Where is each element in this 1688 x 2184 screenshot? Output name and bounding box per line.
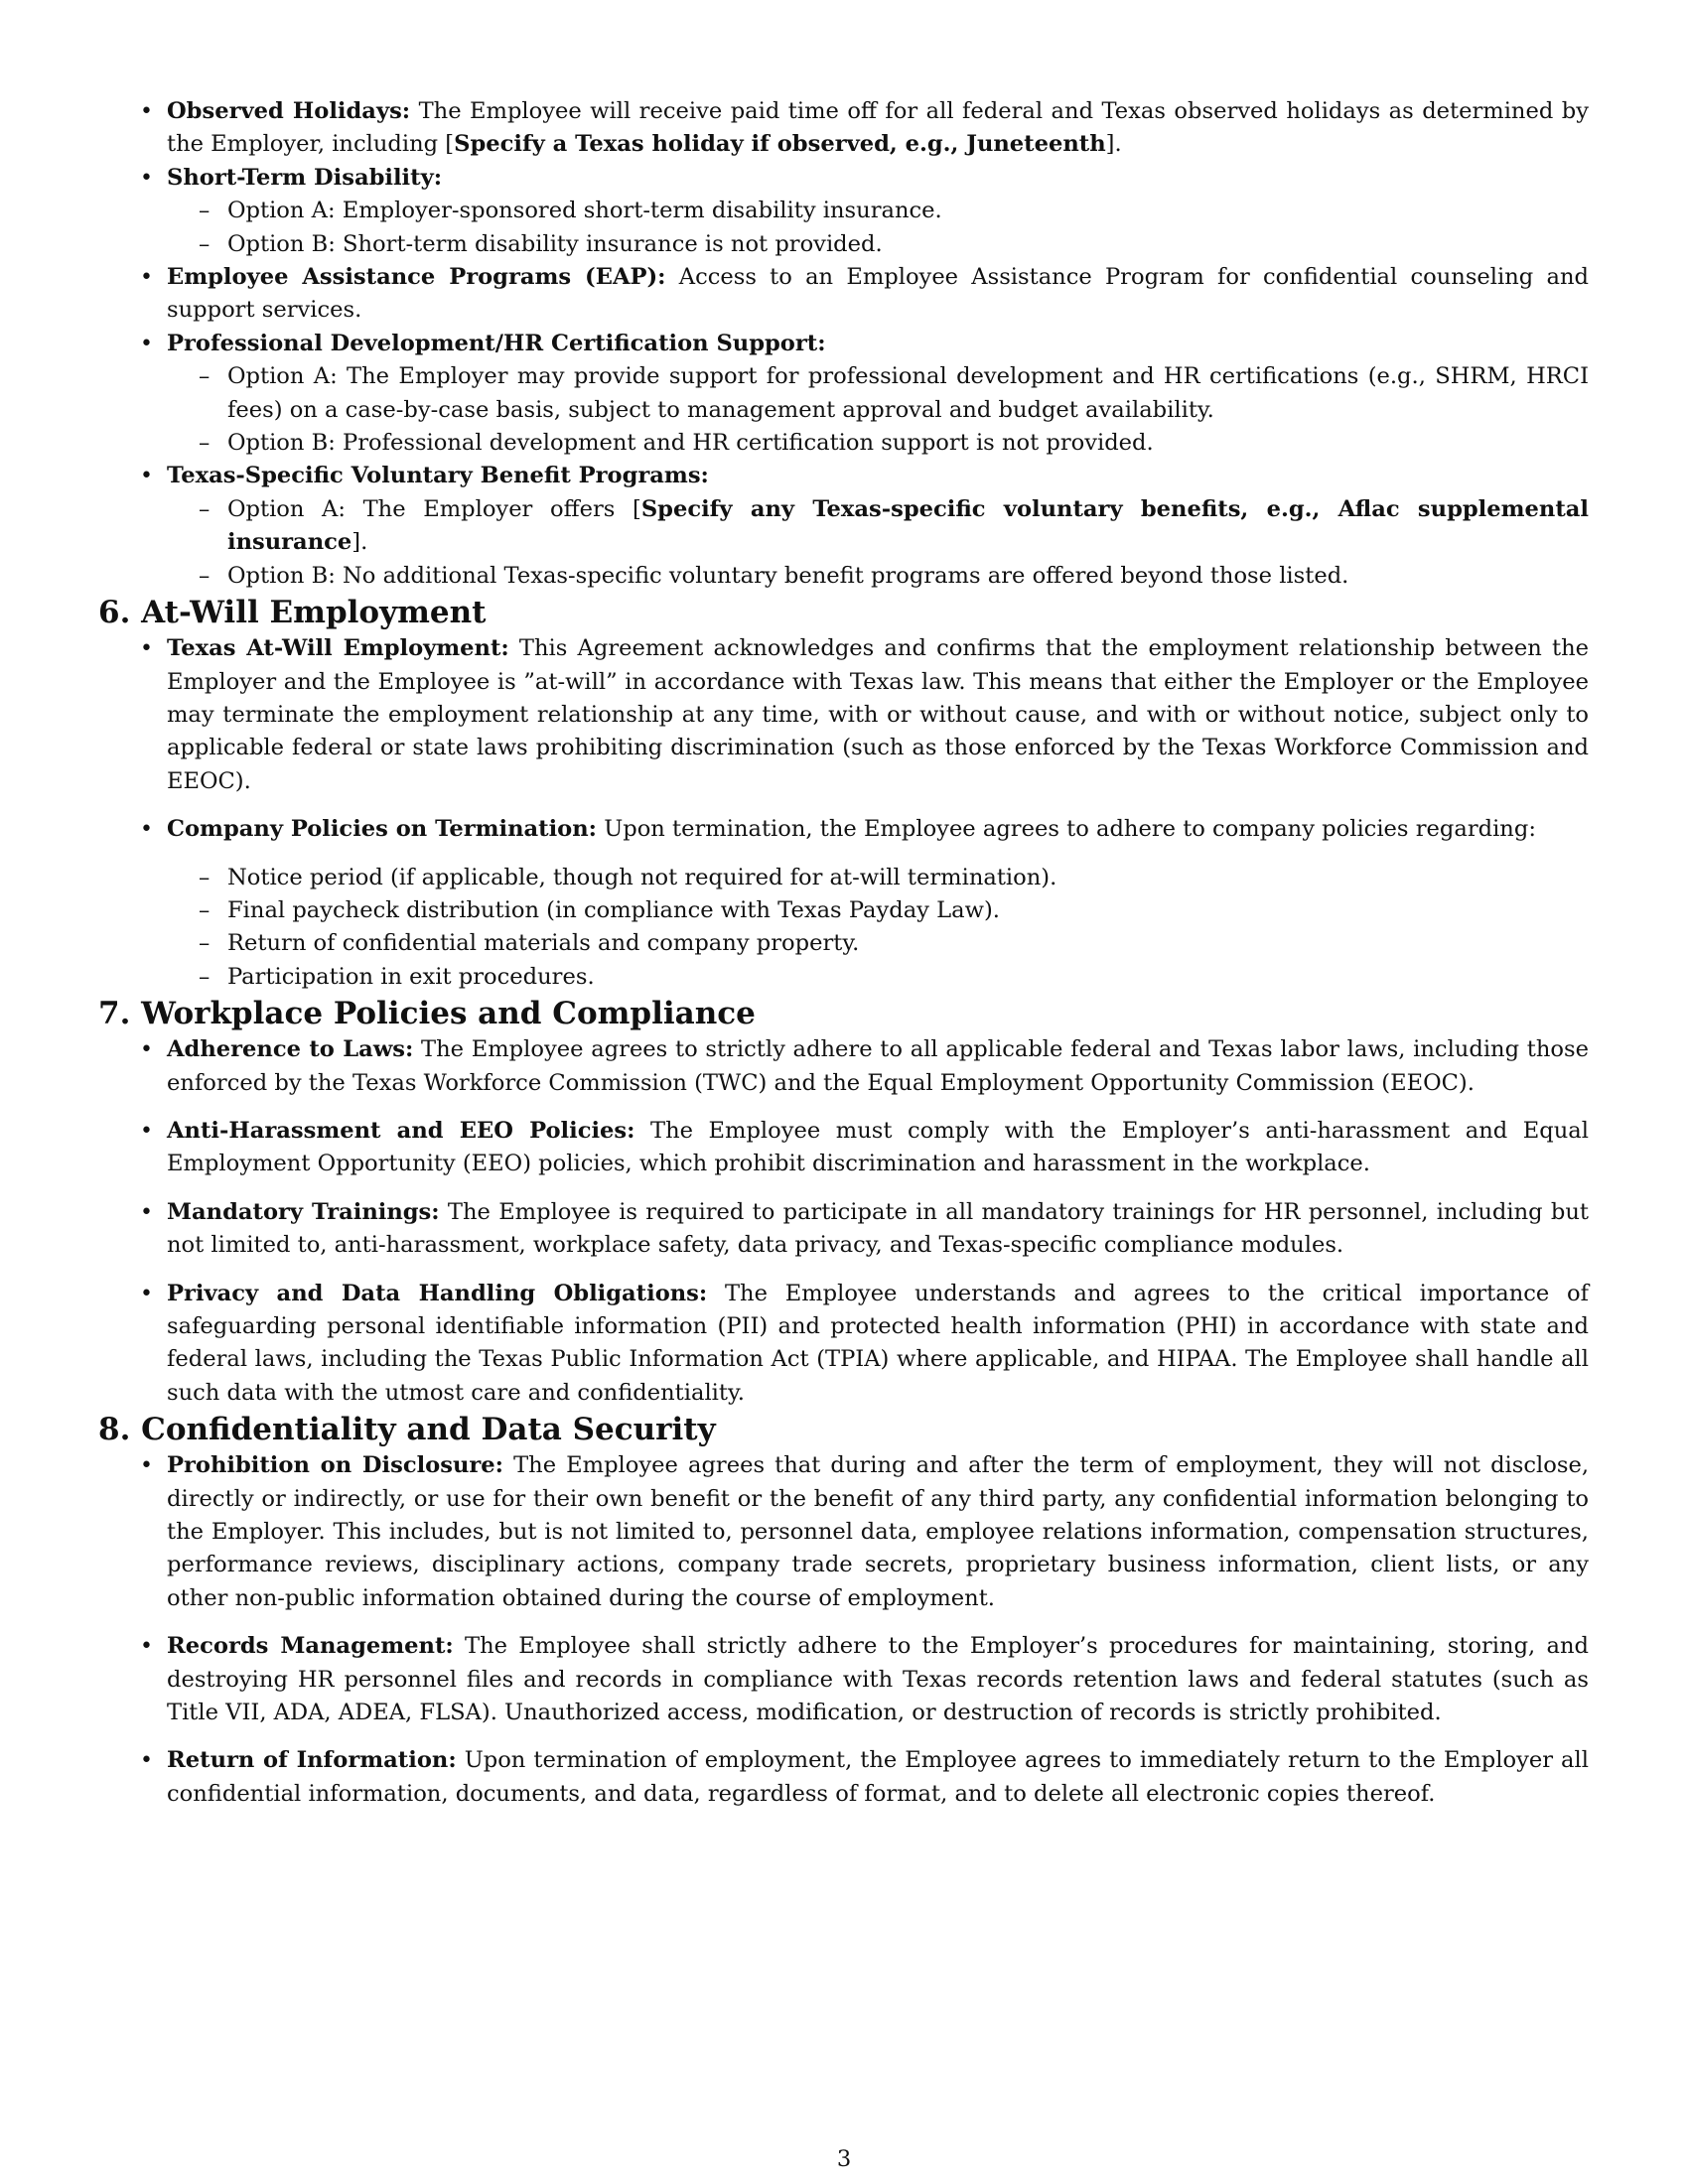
item-label: Mandatory Trainings: xyxy=(167,1198,440,1225)
option-item: – Option A: Employer-sponsored short-term disability insurance. xyxy=(227,195,1589,227)
option-item xyxy=(227,493,1589,560)
item-label: Anti-Harassment and EEO Policies: xyxy=(167,1117,635,1144)
item-text: The Employee must comply with the Employer’s anti-harassment and Equal Employment Opportunity (EEO) policies, which prohibit discrimination and harassment in the workplace. xyxy=(167,1117,1589,1177)
section-heading-at-will: 6. At-Will Employment xyxy=(98,595,487,631)
list-item-termination-policies xyxy=(167,813,1589,994)
item-label: Employee Assistance Programs (EAP): xyxy=(167,264,666,291)
list-item-records-management xyxy=(167,1630,1589,1729)
list-item-privacy-obligations xyxy=(167,1278,1589,1411)
placeholder-text: Specify any Texas-specific voluntary benefits, e.g., Aflac supplemental insurance xyxy=(227,495,1589,556)
list-item-professional-development xyxy=(167,328,1589,461)
item-label: Observed Holidays: xyxy=(167,98,411,124)
item-text: This Agreement acknowledges and confirms that the employment relationship between the Employer and the Employee is ”at-will” in accordance with Texas law. This means that either the Employer or the Employee may terminate the employment relationship at any time, with or without cause, and with or without notice, subject only to applicable federal or state laws prohibiting discrimination (such as those enforced by the Texas Workforce Commission and EEOC). xyxy=(167,635,1589,794)
item-text: Upon termination, the Employee agrees to adhere to company policies regarding: xyxy=(597,816,1536,843)
option-item: – Option B: Short-term disability insurance is not provided. xyxy=(227,228,1589,261)
option-text-end: ]. xyxy=(352,529,368,556)
list-item-prohibition-on-disclosure xyxy=(167,1449,1589,1615)
placeholder-text: Specify a Texas holiday if observed, e.g., Juneteenth xyxy=(454,131,1106,158)
item-label: Company Policies on Termination: xyxy=(167,816,598,843)
confidentiality-list xyxy=(167,1449,1589,1811)
sublist-item: – Notice period (if applicable, though not required for at-will termination). xyxy=(227,862,1589,894)
section-heading-confidentiality: 8. Confidentiality and Data Security xyxy=(98,1412,716,1448)
list-item-mandatory-trainings xyxy=(167,1196,1589,1263)
workplace-policies-list xyxy=(167,1033,1589,1410)
item-label: Return of Information: xyxy=(167,1747,457,1774)
item-text-end: ]. xyxy=(1105,131,1122,158)
list-item-return-of-information xyxy=(167,1744,1589,1811)
list-item-short-term-disability xyxy=(167,162,1589,261)
item-text: Upon termination of employment, the Employee agrees to immediately return to the Employer all confidential information, documents, and data, regardless of format, and to delete all electronic copies thereof. xyxy=(167,1747,1589,1807)
item-label: Adherence to Laws: xyxy=(167,1036,414,1063)
option-item: – Option B: Professional development and HR certification support is not provided. xyxy=(227,427,1589,460)
list-item-observed-holidays xyxy=(167,95,1589,162)
option-list xyxy=(167,493,1589,593)
option-item: – Option B: No additional Texas-specific voluntary benefit programs are offered beyond those listed. xyxy=(227,560,1589,593)
item-label: Professional Development/HR Certification Support: xyxy=(167,330,826,356)
list-item-adherence-to-laws xyxy=(167,1033,1589,1100)
benefits-list xyxy=(167,95,1589,593)
item-text: The Employee will receive paid time off for all federal and Texas observed holidays as determined by the Employer, including [ xyxy=(167,98,1589,158)
option-item: – Option A: The Employer may provide support for professional development and HR certifications (e.g., SHRM, HRCI fees) on a case-by-case basis, subject to management approval and budget availability. xyxy=(227,360,1589,427)
list-item-eap xyxy=(167,261,1589,328)
option-list xyxy=(167,195,1589,261)
at-will-list xyxy=(167,632,1589,994)
item-label: Texas At-Will Employment: xyxy=(167,635,509,662)
item-label: Prohibition on Disclosure: xyxy=(167,1452,503,1479)
option-text: Option A: The Employer offers [ xyxy=(227,495,641,522)
option-list xyxy=(167,360,1589,460)
sublist-item: – Final paycheck distribution (in compliance with Texas Payday Law). xyxy=(227,894,1589,927)
sublist-item: – Participation in exit procedures. xyxy=(227,961,1589,994)
item-label: Short-Term Disability: xyxy=(167,164,443,191)
item-text: The Employee is required to participate in all mandatory trainings for HR personnel, including but not limited to, anti-harassment, workplace safety, data privacy, and Texas-specific compliance modules. xyxy=(167,1198,1589,1259)
item-text: The Employee agrees that during and after the term of employment, they will not disclose, directly or indirectly, or use for their own benefit or the benefit of any third party, any confidential information belonging to the Employer. This includes, but is not limited to, personnel data, employee relations information, compensation structures, performance reviews, disciplinary actions, company trade secrets, proprietary business information, client lists, or any other non-public information obtained during the course of employment. xyxy=(167,1452,1590,1611)
termination-sublist xyxy=(167,862,1589,995)
document-page xyxy=(98,95,1590,1811)
list-item-texas-voluntary-benefits xyxy=(167,460,1589,593)
item-label: Privacy and Data Handling Obligations: xyxy=(167,1280,708,1306)
section-heading-workplace-policies: 7. Workplace Policies and Compliance xyxy=(98,996,756,1032)
list-item-texas-at-will xyxy=(167,632,1589,798)
sublist-item: – Return of confidential materials and company property. xyxy=(227,927,1589,960)
item-label: Records Management: xyxy=(167,1633,454,1660)
item-text: The Employee shall strictly adhere to the Employer’s procedures for maintaining, storing, and destroying HR personnel files and records in compliance with Texas records retention laws and federal statutes (such as Title VII, ADA, ADEA, FLSA). Unauthorized access, modification, or destruction of records is strictly prohibited. xyxy=(167,1633,1589,1726)
item-text: The Employee agrees to strictly adhere to all applicable federal and Texas labor laws, including those enforced by the Texas Workforce Commission (TWC) and the Equal Employment Opportunity Commission (EEOC). xyxy=(167,1036,1589,1096)
list-item-anti-harassment xyxy=(167,1115,1589,1181)
item-text: Access to an Employee Assistance Program for confidential counseling and support services. xyxy=(167,264,1589,324)
item-label: Texas-Specific Voluntary Benefit Programs: xyxy=(167,463,709,489)
item-text: The Employee understands and agrees to the critical importance of safeguarding personal identifiable information (PII) and protected health information (PHI) in accordance with state and federal laws, including the Texas Public Information Act (TPIA) where applicable, and HIPAA. The Employee shall handle all such data with the utmost care and confidentiality. xyxy=(167,1280,1589,1406)
page-number: 3 xyxy=(836,2146,852,2172)
